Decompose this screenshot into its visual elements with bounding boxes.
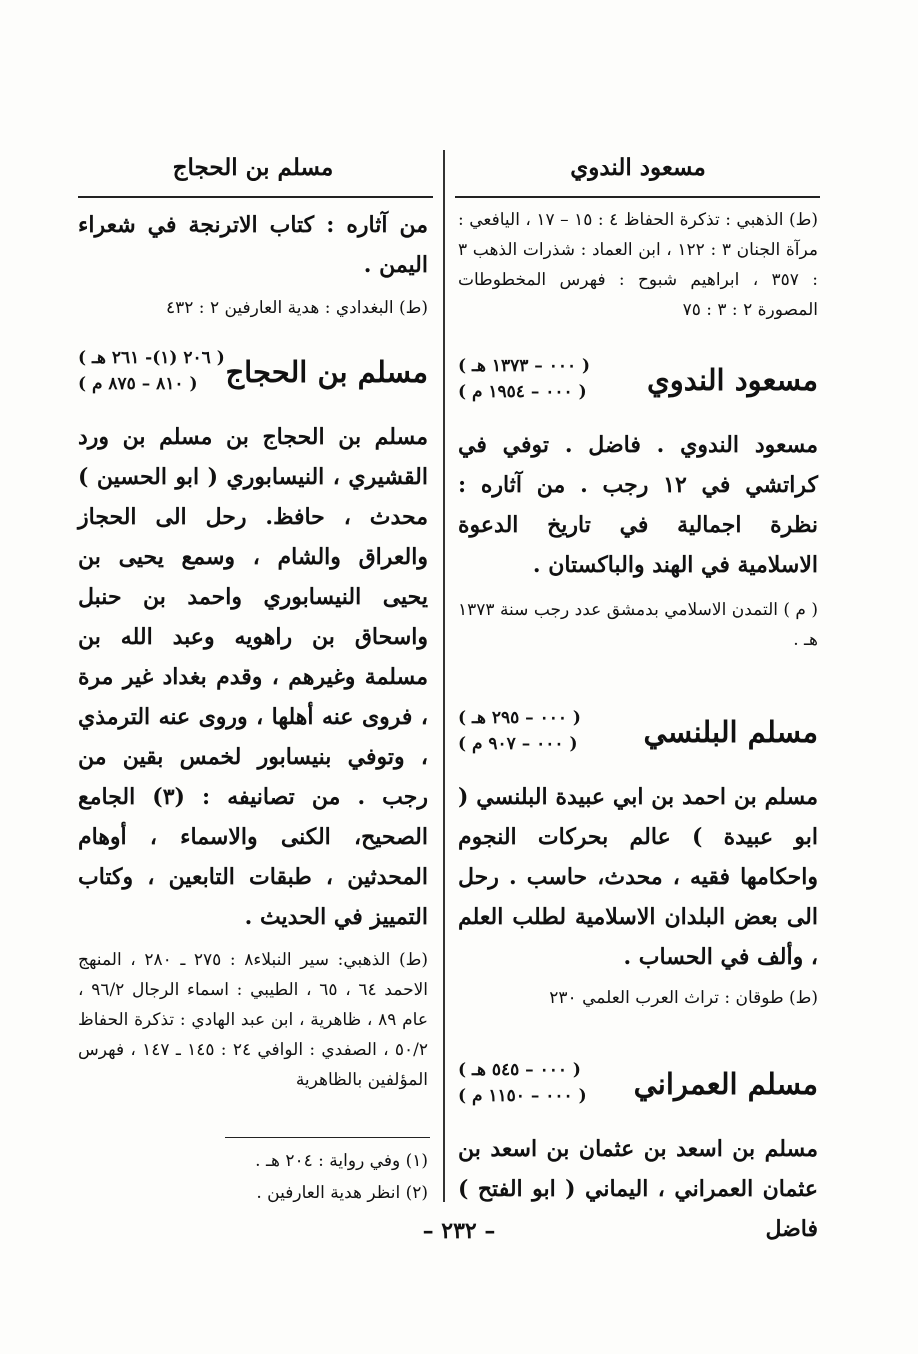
footnotes xyxy=(78,1145,428,1209)
right-column xyxy=(458,205,818,1249)
citation-top-right: (ط) الذهبي : تذكرة الحفاظ ٤ : ١٥ – ١٧ ، اليافعي : مرآة الجنان ٣ : ١٢٢ ، ابن العماد : شذرات الذهب ٣ : ٣٥٧ ، ابراهيم شبوح : فهرس المخطوطات المصورة ٢ : ٣ : ٧٥ xyxy=(458,210,818,320)
entry-heading-muslim-imrani xyxy=(458,1057,818,1121)
running-header-right: مسعود الندوي xyxy=(570,154,706,181)
entry-name: مسلم البلنسي xyxy=(643,715,818,749)
entry-body: مسلم بن احمد بن ابي عبيدة البلنسي ( ابو عبيدة ) عالم بحركات النجوم واحكامها فقيه ، محدث، حاسب . رحل الى بعض البلدان الاسلامية لطلب العلم ، وألف في الحساب . xyxy=(458,784,818,970)
entry-heading-muslim-ibn-hajjaj xyxy=(78,345,428,409)
page-number: – ٢٣٢ – xyxy=(422,1218,496,1244)
entry-name: مسلم العمراني xyxy=(633,1067,818,1101)
entry-heading-masud-nadwi xyxy=(458,353,818,417)
entry-body: مسلم بن اسعد بن عثمان بن اسعد بن عثمان العمراني ، اليماني ( ابو الفتح ) فاضل xyxy=(458,1136,818,1242)
date-gregorian: ( ٨١٠ – ٨٧٥ م ) xyxy=(78,374,198,394)
entry-citation: ( م ) التمدن الاسلامي بدمشق عدد رجب سنة ١٣٧٣ هـ . xyxy=(458,600,818,650)
left-column xyxy=(78,205,428,1095)
entry-citation: (ط) طوقان : تراث العرب العلمي ٢٣٠ xyxy=(549,988,818,1008)
date-gregorian: ( ٠٠٠ – ١٩٥٤ م ) xyxy=(458,382,587,402)
citation-top-left: (ط) البغدادي : هدية العارفين ٢ : ٤٣٢ xyxy=(165,298,428,318)
date-hijri: ( ٠٠٠ – ١٣٧٣ هـ ) xyxy=(458,356,591,376)
date-gregorian: ( ٠٠٠ – ٩٠٧ م ) xyxy=(458,734,578,754)
date-hijri: ( ٢٠٦ (١)- ٢٦١ هـ ) xyxy=(78,348,225,368)
header-rule-right xyxy=(455,196,820,198)
continued-text: من آثاره : كتاب الاترنجة في شعراء اليمن . xyxy=(78,212,428,278)
entry-name: مسعود الندوي xyxy=(647,363,818,397)
date-hijri: ( ٠٠٠ – ٢٩٥ هـ ) xyxy=(458,708,581,728)
entry-dates xyxy=(458,353,590,405)
date-hijri: ( ٠٠٠ – ٥٤٥ هـ ) xyxy=(458,1060,581,1080)
running-header-left: مسلم بن الحجاج xyxy=(172,154,334,181)
footnote-1: (١) وفي رواية : ٢٠٤ هـ . xyxy=(255,1151,428,1171)
entry-dates xyxy=(78,345,225,397)
header-rule-left xyxy=(78,196,433,198)
entry-body: مسلم بن الحجاج بن مسلم بن ورد القشيري ، النيسابوري ( ابو الحسين ) محدث ، حافظ. رحل الى الحجاز والعراق والشام ، وسمع يحيى بن يحيى النيسابوري واحمد بن حنبل واسحاق بن راهويه وعبد الله بن مسلمة وغيرهم ، وقدم بغداد غير مرة ، فروى عنه أهلها ، وروى عنه الترمذي ، وتوفي بنيسابور لخمس بقين من رجب . من تصانيفه : (٣) الجامع الصحيح، الكنى والاسماء ، أوهام المحدثين ، طبقات التابعين ، وكتاب التمييز في الحديث . xyxy=(78,424,429,930)
footnote-2: (٢) انظر هدية العارفين . xyxy=(256,1183,428,1203)
entry-dates xyxy=(458,705,581,757)
column-divider xyxy=(443,150,445,1202)
entry-body: مسعود الندوي . فاضل . توفي في كراتشي في ١٢ رجب . من آثاره : نظرة اجمالية في تاريخ الدعوة الاسلامية في الهند والباكستان . xyxy=(458,432,819,578)
entry-dates xyxy=(458,1057,587,1109)
footnote-rule xyxy=(225,1137,430,1138)
entry-citation: (ط) الذهبي: سير النبلاء٨ : ٢٧٥ ـ ٢٨٠ ، المنهج الاحمد ٦٤ ، ٦٥ ، الطيبي : اسماء الرجال ٩٦/٢ ، عام ٨٩ ، ظاهرية ، ابن عبد الهادي : تذكرة الحفاظ ٥٠/٢ ، الصفدي : الوافي ٢٤ : ١٤٥ ـ ١٤٧ ، فهرس المؤلفين بالظاهرية xyxy=(78,950,429,1090)
date-gregorian: ( ٠٠٠ – ١١٥٠ م ) xyxy=(458,1086,587,1106)
entry-name: مسلم بن الحجاج xyxy=(225,355,428,389)
entry-heading-muslim-balansi xyxy=(458,705,818,769)
